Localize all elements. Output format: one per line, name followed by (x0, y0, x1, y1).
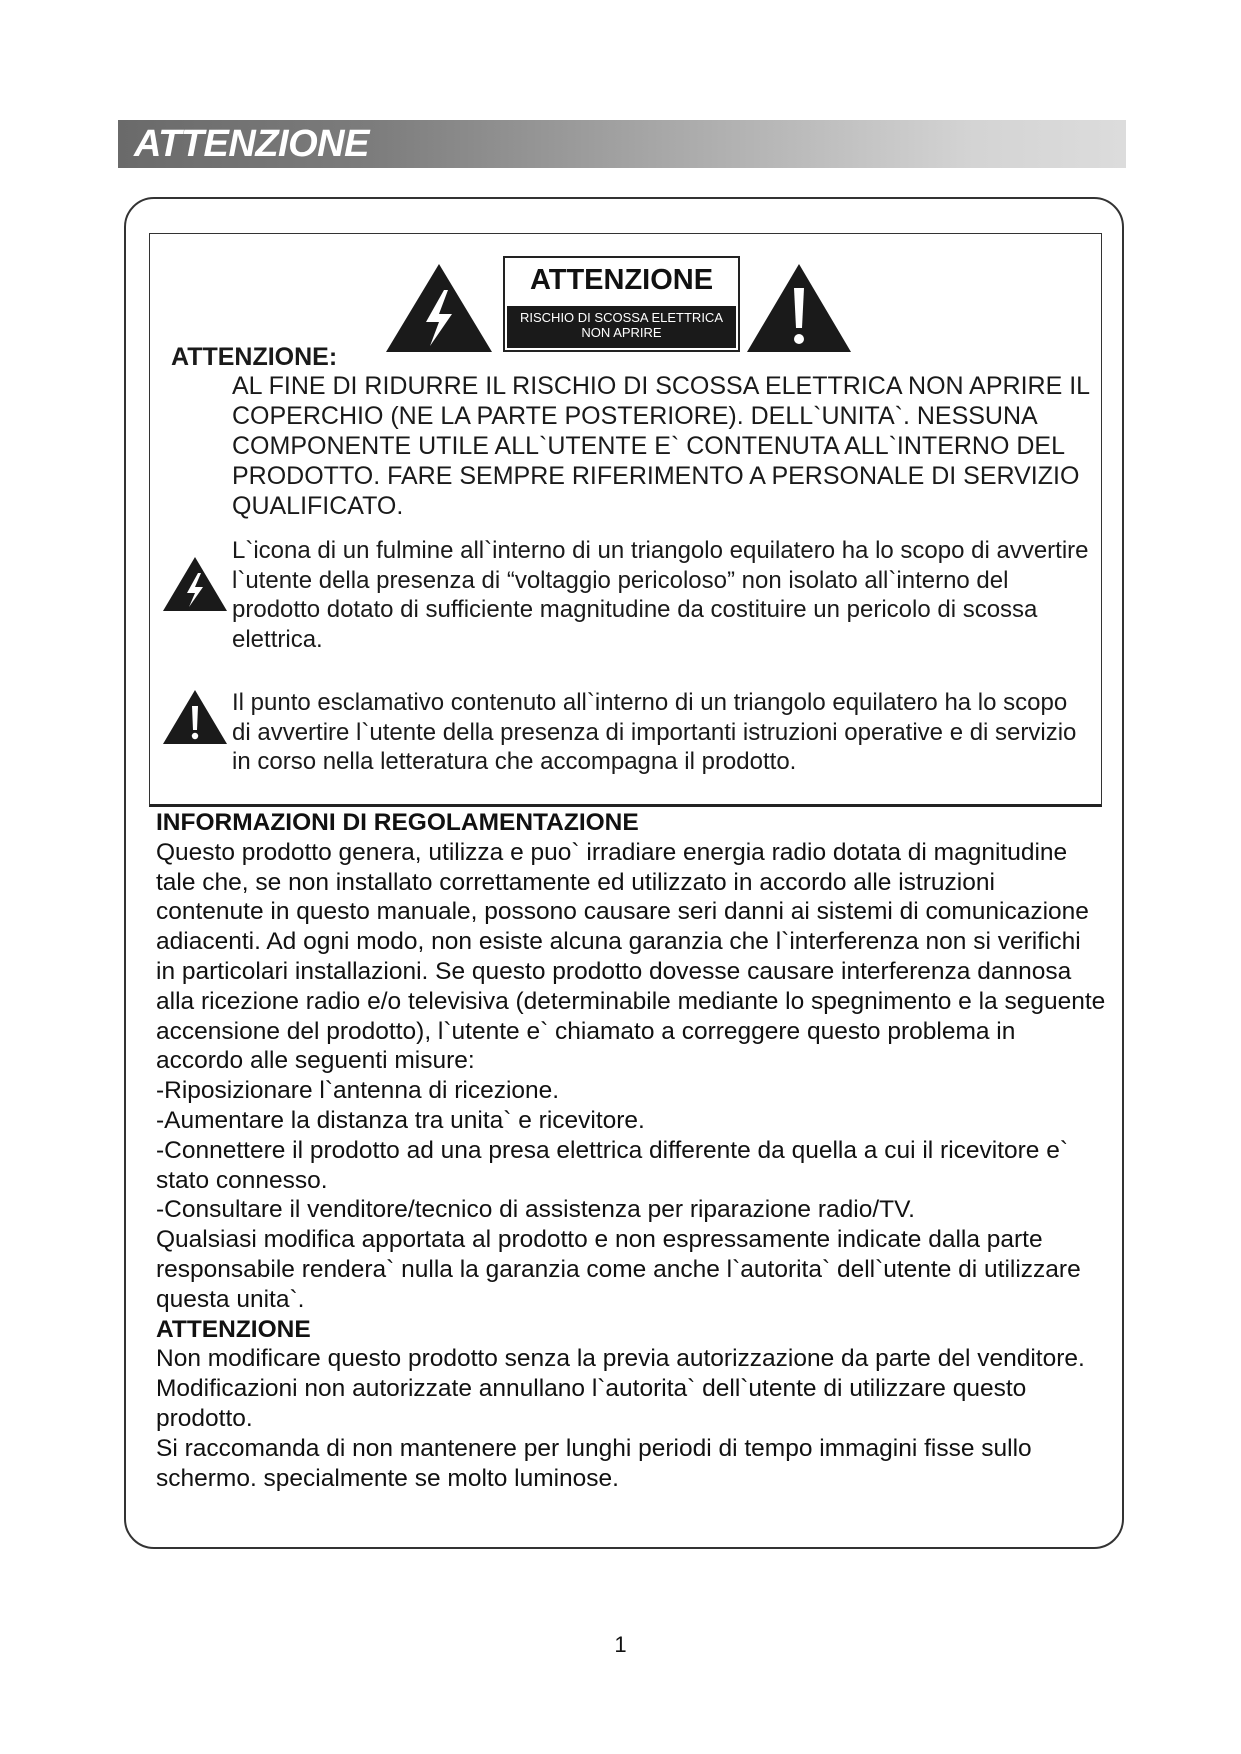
measure-item: -Riposizionare l`antenna di ricezione. (156, 1077, 560, 1105)
page-number: 1 (614, 1632, 627, 1657)
screen-note: Si raccomanda di non mantenere per lunghi periodi di tempo immagini fisse sullo schermo. specialmente se molto luminose. (156, 1434, 1032, 1492)
exclamation-small-icon (161, 688, 229, 746)
lightning-explanation: L`icona di un fulmine all`interno di un triangolo equilatero ha lo scopo di avvertire l`utente della presenza di “voltaggio pericoloso” non isolato all`interno del prodotto dotato di sufficiente magnitudine da costituire un pericolo di scossa elettrica. (232, 537, 1089, 653)
caution-heading: ATTENZIONE (156, 1315, 311, 1343)
exclamation-explanation: Il punto esclamativo contenuto all`interno di un triangolo equilatero ha lo scopo di avvertire l`utente della presenza di importanti istruzioni operative e di servizio in corso nella letteratura che accompagna il prodotto. (232, 689, 1077, 775)
measure-item: -Aumentare la distanza tra unita` e ricevitore. (156, 1106, 645, 1134)
caution-label-strip (507, 306, 736, 348)
measure-item: -Connettere il prodotto ad una presa elettrica differente da quella a cui il ricevitore e` stato connesso. (156, 1136, 1069, 1194)
section-title: ATTENZIONE (134, 123, 369, 165)
lightning-triangle-icon (384, 262, 494, 354)
lightning-small-icon (161, 555, 229, 613)
regulations-heading: INFORMAZIONI DI REGOLAMENTAZIONE (156, 809, 639, 836)
section-header-bar (118, 120, 1126, 168)
caution-label-title: ATTENZIONE (529, 264, 714, 296)
caution-label-line-2: NON APRIRE (581, 325, 662, 340)
exclamation-triangle-icon (745, 262, 853, 354)
caution-text: Non modificare questo prodotto senza la previa autorizzazione da parte del venditore. Modificazioni non autorizzate annullano l`autorita` dell`utente di utilizzare questo prodotto. (156, 1345, 1085, 1432)
warning-heading: ATTENZIONE: (171, 343, 338, 371)
regulations-section (156, 808, 1106, 1493)
warning-body: AL FINE DI RIDURRE IL RISCHIO DI SCOSSA ELETTRICA NON APRIRE IL COPERCHIO (NE LA PARTE POSTERIORE). DELL`UNITA`. NESSUNA COMPONENTE UTILE ALL`UTENTE E` CONTENUTA ALL`INTERNO DEL PRODOTTO. FARE SEMPRE RIFERIMENTO A PERSONALE DI SERVIZIO QUALIFICATO. (232, 372, 1090, 520)
caution-label-line-1: RISCHIO DI SCOSSA ELETTRICA (520, 310, 723, 325)
caution-label (503, 256, 740, 352)
regulations-intro: Questo prodotto genera, utilizza e puo` irradiare energia radio dotata di magnitudine tale che, se non installato correttamente ed utilizzato in accordo alle istruzioni contenute in questo manuale, possono causare seri danni ai sistemi di comunicazione adiacenti. Ad ogni modo, non esiste alcuna garanzia che l`interferenza non si verifichi in particolari installazioni. Se questo prodotto dovesse causare interferenza dannosa alla ricezione radio e/o televisiva (determinabile mediante lo spegnimento e la seguente accensione del prodotto), l`utente e` chiamato a correggere questo problema in accordo alle seguenti misure: (156, 838, 1106, 1075)
modification-note: Qualsiasi modifica apportata al prodotto e non espressamente indicate dalla parte responsabile rendera` nulla la garanzia come anche l`autorita` dell`utente di utilizzare questa unita`. (156, 1226, 1081, 1313)
measure-item: -Consultare il venditore/tecnico di assistenza per riparazione radio/TV. (156, 1196, 915, 1224)
